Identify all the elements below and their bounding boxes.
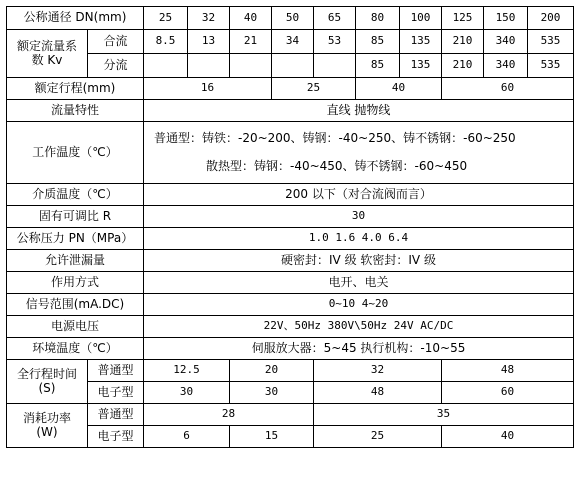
signal-range-label: 信号范围(mA.DC): [7, 294, 144, 316]
stroke-time-electronic-value: 60: [442, 382, 574, 404]
dn-value: 25: [144, 7, 188, 30]
row-rangeability: [7, 206, 574, 228]
dn-value: 100: [400, 7, 442, 30]
leakage-label: 允许泄漏量: [7, 250, 144, 272]
kv-split-value: [230, 54, 272, 78]
kv-merge-value: 340: [484, 30, 528, 54]
row-stroke-time-electronic: [7, 382, 574, 404]
stroke-time-normal-value: 12.5: [144, 360, 230, 382]
kv-split-value: [188, 54, 230, 78]
row-power-normal: [7, 404, 574, 426]
rated-flow-label-line1: 额定流量系: [16, 38, 77, 53]
rangeability-value: 30: [144, 206, 574, 228]
stroke-value: 25: [272, 78, 356, 100]
kv-split-value: [314, 54, 356, 78]
dn-value: 32: [188, 7, 230, 30]
split-label: 分流: [88, 54, 144, 78]
power-normal-label: 普通型: [88, 404, 144, 426]
kv-split-value: 85: [356, 54, 400, 78]
kv-merge-value: 535: [528, 30, 574, 54]
nominal-diameter-label: 公称通径 DN(mm): [7, 7, 144, 30]
action-mode-value: 电开、电关: [144, 272, 574, 294]
nominal-pressure-label: 公称压力 PN（MPa）: [7, 228, 144, 250]
power-electronic-value: 25: [314, 426, 442, 448]
row-leakage: [7, 250, 574, 272]
merge-label: 合流: [88, 30, 144, 54]
kv-split-value: 210: [442, 54, 484, 78]
kv-split-value: 340: [484, 54, 528, 78]
row-medium-temp: [7, 184, 574, 206]
power-normal-value: 28: [144, 404, 314, 426]
stroke-value: 40: [356, 78, 442, 100]
working-temp-value: [144, 122, 574, 184]
dn-value: 125: [442, 7, 484, 30]
kv-merge-value: 85: [356, 30, 400, 54]
kv-merge-value: 34: [272, 30, 314, 54]
row-flow-merge: [7, 30, 574, 54]
signal-range-value: 0~10 4~20: [144, 294, 574, 316]
stroke-time-electronic-value: 30: [230, 382, 314, 404]
stroke-time-label: [7, 360, 88, 404]
power-electronic-label: 电子型: [88, 426, 144, 448]
row-nominal-pressure: [7, 228, 574, 250]
kv-merge-value: 13: [188, 30, 230, 54]
working-temp-label: 工作温度（℃）: [7, 122, 144, 184]
medium-temp-label: 介质温度（℃）: [7, 184, 144, 206]
ambient-temp-value: 伺服放大器：5~45 执行机构：-10~55: [144, 338, 574, 360]
kv-merge-value: 21: [230, 30, 272, 54]
power-consumption-label-line2: (W): [36, 424, 58, 439]
stroke-time-normal-label: 普通型: [88, 360, 144, 382]
flow-characteristic-label: 流量特性: [7, 100, 144, 122]
row-action-mode: [7, 272, 574, 294]
kv-merge-value: 8.5: [144, 30, 188, 54]
valve-spec-table: [6, 6, 574, 448]
working-temp-normal: 普通型：铸铁：-20~200、铸钢：-40~250、铸不锈钢：-60~250: [154, 130, 516, 145]
kv-split-value: 135: [400, 54, 442, 78]
row-power-supply: [7, 316, 574, 338]
power-supply-label: 电源电压: [7, 316, 144, 338]
dn-value: 200: [528, 7, 574, 30]
row-rated-stroke: [7, 78, 574, 100]
stroke-time-normal-value: 48: [442, 360, 574, 382]
nominal-pressure-value: 1.0 1.6 4.0 6.4: [144, 228, 574, 250]
row-ambient-temp: [7, 338, 574, 360]
dn-value: 80: [356, 7, 400, 30]
dn-value: 50: [272, 7, 314, 30]
stroke-time-label-line1: 全行程时间: [16, 366, 77, 381]
power-supply-value: 22V、50Hz 380V\50Hz 24V AC/DC: [144, 316, 574, 338]
kv-merge-value: 210: [442, 30, 484, 54]
stroke-time-label-line2: (S): [38, 380, 56, 395]
power-normal-value: 35: [314, 404, 574, 426]
working-temp-cooling: 散热型：铸钢：-40~450、铸不锈钢：-60~450: [206, 158, 468, 173]
kv-split-value: [272, 54, 314, 78]
leakage-value: 硬密封：IV 级 软密封：IV 级: [144, 250, 574, 272]
row-working-temp: [7, 122, 574, 184]
stroke-value: 16: [144, 78, 272, 100]
kv-merge-value: 53: [314, 30, 356, 54]
power-electronic-value: 15: [230, 426, 314, 448]
stroke-time-electronic-value: 30: [144, 382, 230, 404]
stroke-time-normal-value: 20: [230, 360, 314, 382]
row-power-electronic: [7, 426, 574, 448]
rangeability-label: 固有可调比 R: [7, 206, 144, 228]
stroke-value: 60: [442, 78, 574, 100]
dn-value: 65: [314, 7, 356, 30]
dn-value: 150: [484, 7, 528, 30]
kv-merge-value: 135: [400, 30, 442, 54]
stroke-time-electronic-value: 48: [314, 382, 442, 404]
power-consumption-label: [7, 404, 88, 448]
action-mode-label: 作用方式: [7, 272, 144, 294]
row-stroke-time-normal: [7, 360, 574, 382]
power-electronic-value: 6: [144, 426, 230, 448]
stroke-time-normal-value: 32: [314, 360, 442, 382]
medium-temp-value: 200 以下（对合流阀而言）: [144, 184, 574, 206]
rated-flow-label-line2: 数 Kv: [31, 52, 63, 67]
dn-value: 40: [230, 7, 272, 30]
row-flow-characteristic: [7, 100, 574, 122]
flow-characteristic-value: 直线 抛物线: [144, 100, 574, 122]
row-nominal-diameter: [7, 7, 574, 30]
ambient-temp-label: 环境温度（℃）: [7, 338, 144, 360]
rated-flow-label: [7, 30, 88, 78]
stroke-time-electronic-label: 电子型: [88, 382, 144, 404]
power-consumption-label-line1: 消耗功率: [22, 410, 71, 425]
kv-split-value: [144, 54, 188, 78]
power-electronic-value: 40: [442, 426, 574, 448]
rated-stroke-label: 额定行程(mm): [7, 78, 144, 100]
kv-split-value: 535: [528, 54, 574, 78]
row-flow-split: [7, 54, 574, 78]
row-signal-range: [7, 294, 574, 316]
